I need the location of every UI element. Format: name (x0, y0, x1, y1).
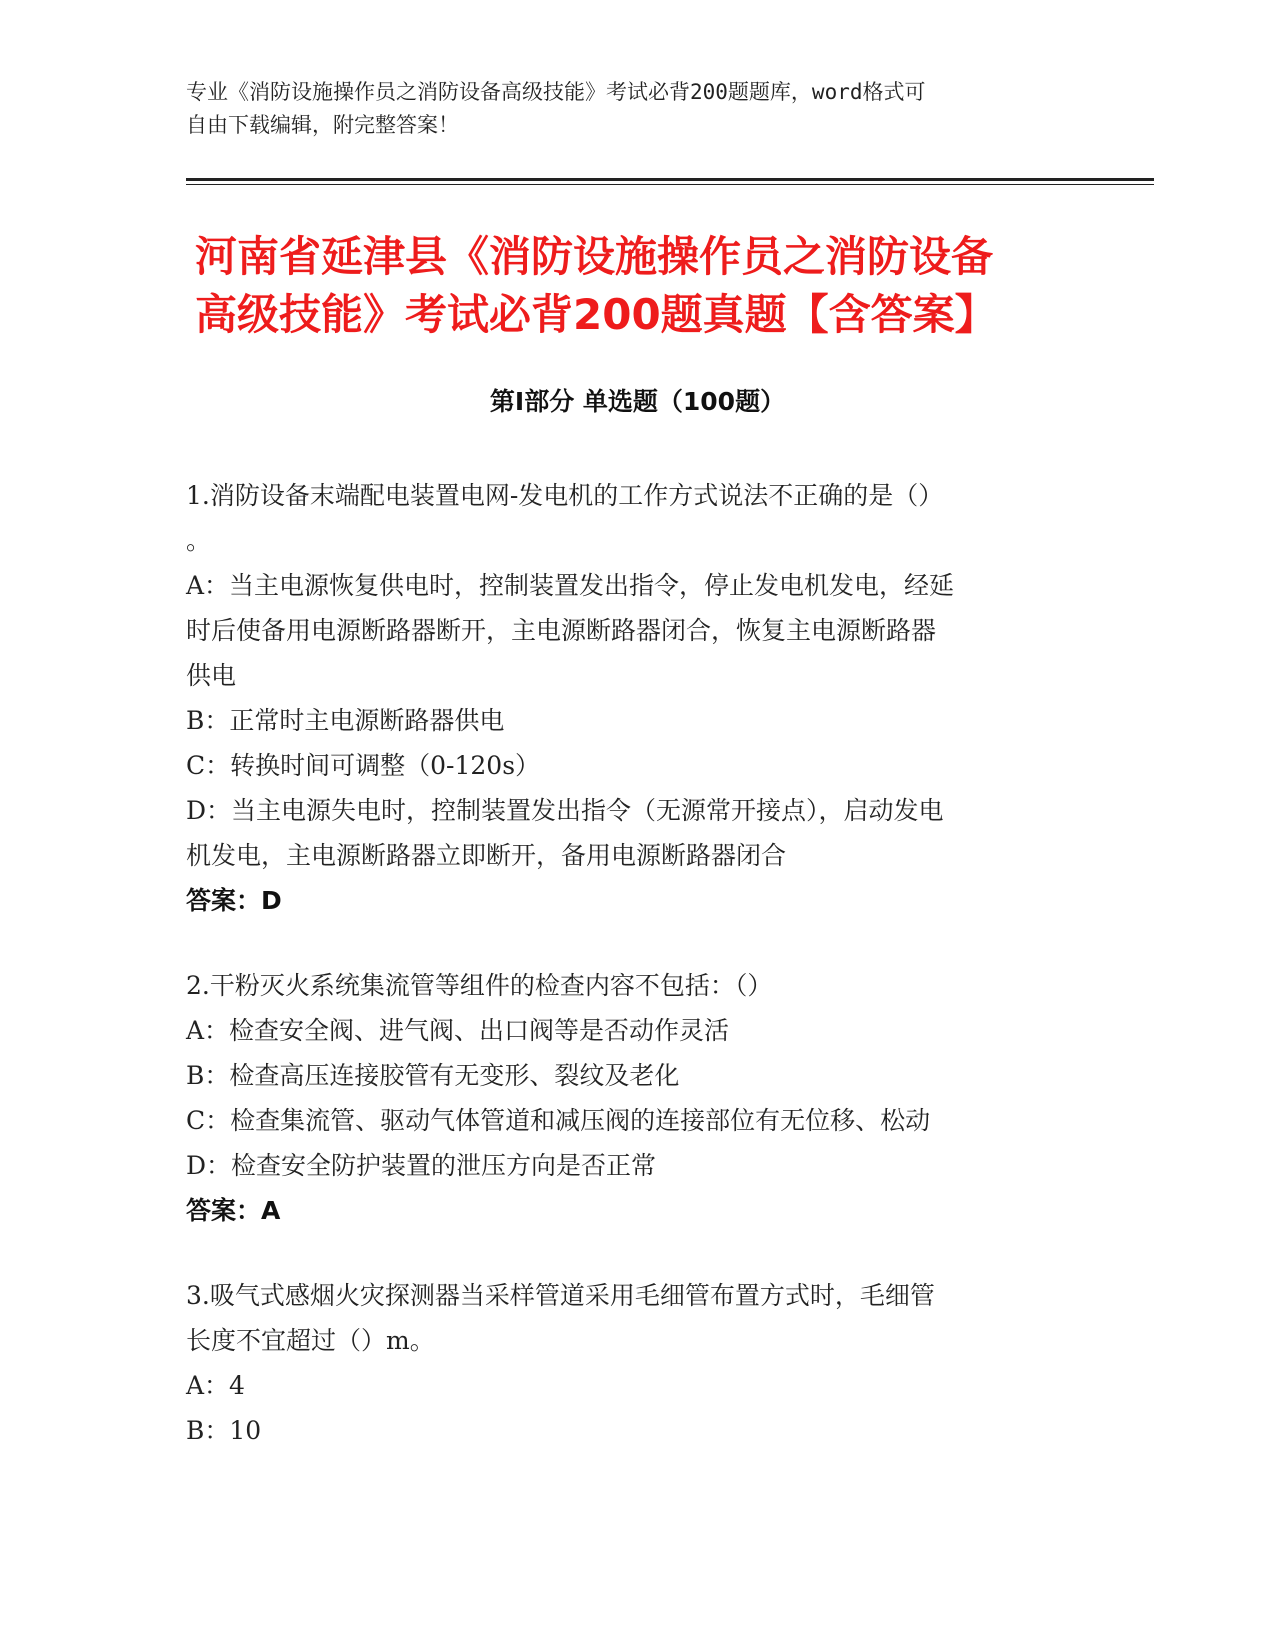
option-a: A：检查安全阀、进气阀、出口阀等是否动作灵活 (186, 1016, 730, 1045)
answer-label: 答案：A (186, 1196, 281, 1225)
option-d: D：当主电源失电时，控制装置发出指令（无源常开接点），启动发电 (186, 796, 944, 825)
section-heading: 第Ⅰ部分 单选题（100题） (489, 387, 786, 416)
option-b: B：检查高压连接胶管有无变形、裂纹及老化 (186, 1061, 680, 1090)
question-stem: 2.干粉灭火系统集流管等组件的检查内容不包括：（） (186, 971, 773, 1000)
document-title-line: 高级技能》考试必背200题真题【含答案】 (195, 290, 997, 339)
option-a: 供电 (186, 661, 237, 690)
answer-label: 答案：D (186, 886, 282, 915)
question-stem: 。 (186, 526, 212, 555)
option-a: A：4 (186, 1371, 245, 1400)
question-1 (186, 473, 1066, 923)
header-note-line: 专业《消防设施操作员之消防设备高级技能》考试必背200题题库，word格式可 (186, 80, 926, 104)
document-title-line: 河南省延津县《消防设施操作员之消防设备 (195, 232, 994, 281)
option-b: B：10 (186, 1416, 262, 1445)
question-2 (186, 963, 1066, 1233)
option-a: A：当主电源恢复供电时，控制装置发出指令，停止发电机发电，经延 (186, 571, 955, 600)
option-d: 机发电，主电源断路器立即断开，备用电源断路器闭合 (186, 841, 787, 870)
question-stem: 3.吸气式感烟火灾探测器当采样管道采用毛细管布置方式时，毛细管 (186, 1281, 935, 1310)
option-c: C：检查集流管、驱动气体管道和减压阀的连接部位有无位移、松动 (186, 1106, 931, 1135)
question-3 (186, 1273, 1066, 1453)
question-list (186, 473, 1066, 1493)
option-a: 时后使备用电源断路器断开，主电源断路器闭合，恢复主电源断路器 (186, 616, 937, 645)
header-note-line: 自由下载编辑，附完整答案！ (186, 113, 459, 137)
document-title (195, 228, 1095, 344)
question-stem: 1.消防设备末端配电装置电网-发电机的工作方式说法不正确的是（） (186, 481, 944, 510)
option-c: C：转换时间可调整（0-120s） (186, 751, 541, 780)
option-d: D：检查安全防护装置的泄压方向是否正常 (186, 1151, 657, 1180)
option-b: B：正常时主电源断路器供电 (186, 706, 505, 735)
header-divider-thin (186, 184, 1154, 185)
header-divider-thick (186, 178, 1154, 181)
question-stem: 长度不宜超过（）m。 (186, 1326, 435, 1355)
header-note (186, 76, 1066, 142)
